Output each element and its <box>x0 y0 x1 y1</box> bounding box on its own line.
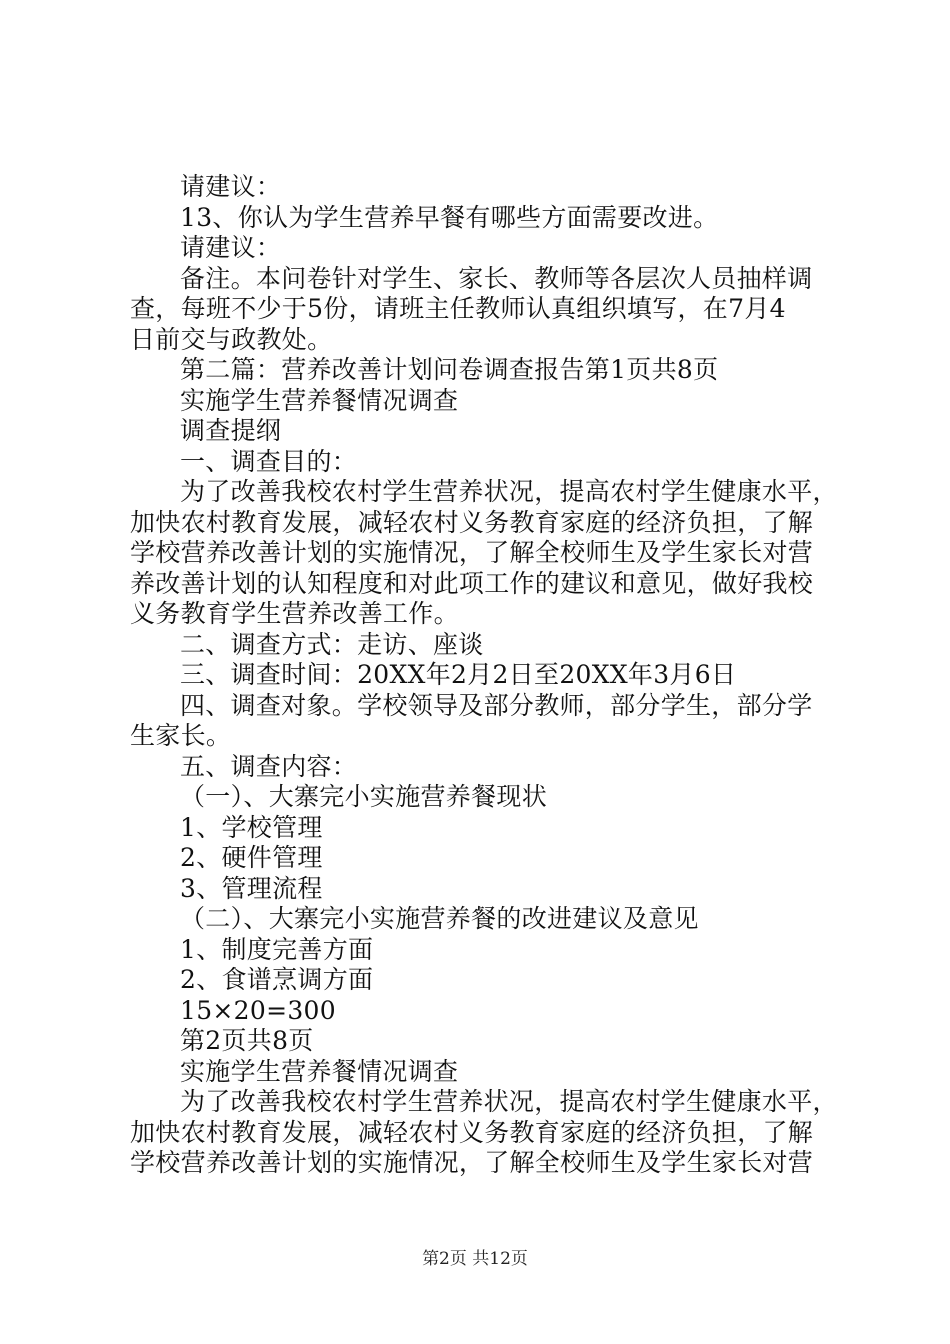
text-line: 一、调查目的： <box>180 446 358 476</box>
text-line: 为了改善我校农村学生营养状况，提高农村学生健康水平， <box>180 1087 838 1116</box>
text-line: 第二篇：营养改善计划问卷调查报告第1页共8页 <box>180 355 719 384</box>
text-line: 请建议： <box>180 172 282 201</box>
text-line: 生家长。 <box>130 721 232 750</box>
text-line: 3、管理流程 <box>180 873 323 903</box>
text-line: （一）、大寨完小实施营养餐现状 <box>180 782 548 811</box>
text-line: 请建议： <box>180 233 282 262</box>
text-line: 15×20=300 <box>180 995 336 1025</box>
page-footer <box>0 1244 950 1269</box>
text-line: （二）、大寨完小实施营养餐的改进建议及意见 <box>180 904 699 933</box>
text-line: 义务教育学生营养改善工作。 <box>130 599 459 628</box>
text-line: 查，每班不少于5份，请班主任教师认真组织填写，在7月4 <box>130 294 786 323</box>
page-number: 第2页 共12页 <box>422 1249 528 1269</box>
text-line: 第2页共8页 <box>180 1026 314 1055</box>
text-line: 四、调查对象。学校领导及部分教师，部分学生，部分学 <box>180 690 813 720</box>
text-line: 实施学生营养餐情况调查 <box>180 385 459 415</box>
text-line: 1、学校管理 <box>180 812 323 842</box>
text-line: 学校营养改善计划的实施情况，了解全校师生及学生家长对营 <box>130 538 814 567</box>
text-line: 实施学生营养餐情况调查 <box>180 1056 459 1086</box>
text-line: 三、调查时间：20XX年2月2日至20XX年3月6日 <box>180 660 737 689</box>
document-body <box>130 172 838 1179</box>
text-line: 1、制度完善方面 <box>180 934 374 964</box>
text-line: 2、硬件管理 <box>180 843 323 872</box>
text-line: 养改善计划的认知程度和对此项工作的建议和意见，做好我校 <box>130 568 814 598</box>
text-line: 日前交与政教处。 <box>130 324 333 354</box>
text-line: 调查提纲 <box>180 416 282 445</box>
text-line: 2、食谱烹调方面 <box>180 965 374 994</box>
text-line: 学校营养改善计划的实施情况，了解全校师生及学生家长对营 <box>130 1148 814 1177</box>
text-line: 为了改善我校农村学生营养状况，提高农村学生健康水平， <box>180 477 838 506</box>
text-line: 加快农村教育发展，减轻农村义务教育家庭的经济负担，了解 <box>130 507 814 537</box>
text-line: 加快农村教育发展，减轻农村义务教育家庭的经济负担，了解 <box>130 1117 814 1147</box>
text-line: 备注。本问卷针对学生、家长、教师等各层次人员抽样调 <box>180 263 813 293</box>
text-line: 二、调查方式：走访、座谈 <box>180 629 484 659</box>
text-line: 13、你认为学生营养早餐有哪些方面需要改进。 <box>180 202 719 232</box>
text-line: 五、调查内容： <box>180 751 358 781</box>
